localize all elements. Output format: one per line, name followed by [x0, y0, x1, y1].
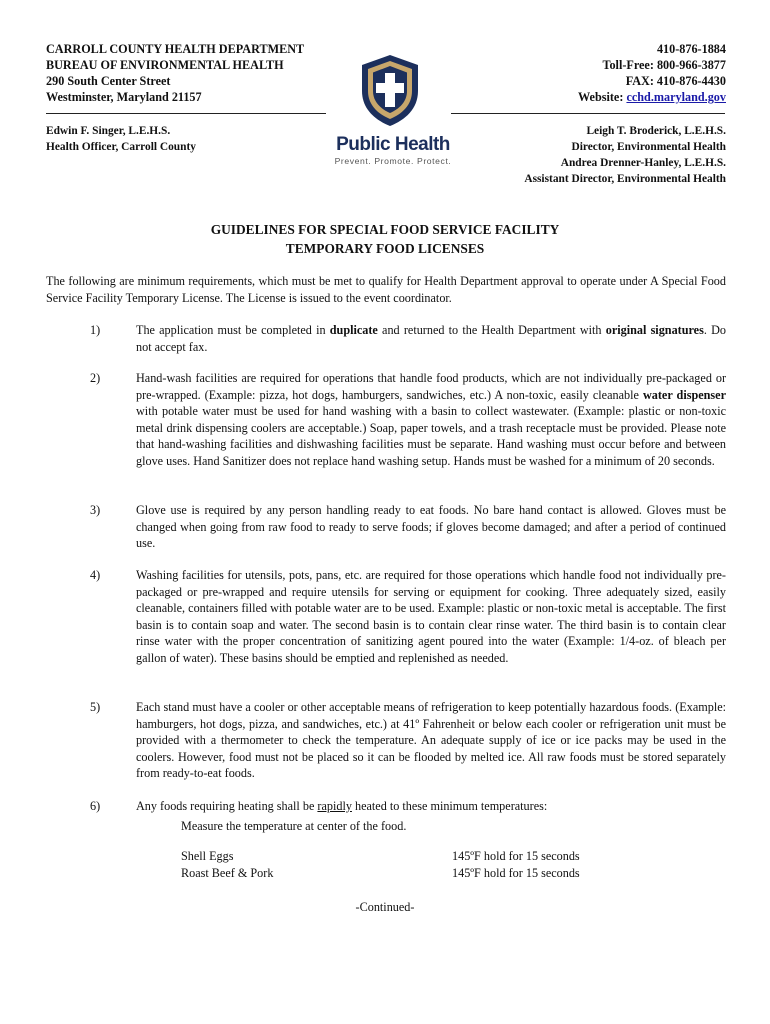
- item-text: Hand-wash facilities are required for operations that handle food products, which are not individually pre-packaged or pre-wrapped. (Example: pizza, hot dogs, hamburgers, sandwiches, etc.) A non-toxic, easily cleanable water dispenser with potable water must be used for hand washing with a basin to collect wastewater. (Example: plastic or non-toxic metal drink dispensing coolers are acceptable.) Soap, paper towels, and a trash receptacle must be provided. Please note that hand-washing facilities and dishwashing facilities must be separate. Hand washing must occur before and between glove uses. Hand Sanitizer does not replace hand washing setup. Hands must be washed for a minimum of 20 seconds.: [136, 371, 726, 468]
- item-number: 3): [90, 503, 101, 517]
- assistant-director-name: Andrea Drenner-Hanley, L.E.H.S.: [560, 157, 726, 169]
- guideline-item-4: [46, 567, 726, 666]
- public-health-logo: [332, 53, 454, 168]
- bureau-name: BUREAU OF ENVIRONMENTAL HEALTH: [46, 58, 284, 72]
- street-address: 290 South Center Street: [46, 74, 171, 88]
- department-address-block: [46, 41, 304, 105]
- continued-marker: -Continued-: [355, 900, 415, 914]
- emphasis-water-dispenser: water dispenser: [642, 387, 726, 402]
- item-number: 1): [90, 323, 101, 337]
- item-text: The application must be completed in duplicate and returned to the Health Department with original signatures. Do not accept fax.: [136, 323, 726, 354]
- guideline-item-6: [46, 798, 726, 815]
- guideline-item-5: [46, 699, 726, 782]
- measurement-note: Measure the temperature at center of the food.: [181, 819, 407, 833]
- director-name: Leigh T. Broderick, L.E.H.S.: [586, 125, 726, 137]
- emphasis-original-signatures: original signatures: [605, 323, 704, 337]
- item-number: 4): [90, 568, 101, 582]
- header-divider-left: [46, 113, 326, 114]
- item-number: 2): [90, 371, 101, 385]
- director-block: [524, 123, 726, 187]
- city-state-zip: Westminster, Maryland 21157: [46, 90, 202, 104]
- item-text: Glove use is required by any person handling ready to eat foods. No bare hand contact is allowed. Gloves must be changed when going from raw food to ready to serve foods; if gloves become damaged; and after a period of continued use.: [136, 503, 726, 550]
- emphasis-duplicate: duplicate: [329, 323, 378, 337]
- health-officer-name: Edwin F. Singer, L.E.H.S.: [46, 125, 171, 137]
- health-officer-block: [46, 123, 196, 155]
- tollfree-number: Toll-Free: 800-966-3877: [602, 58, 726, 72]
- logo-title: Public Health: [336, 134, 450, 155]
- document-title-line2: TEMPORARY FOOD LICENSES: [285, 241, 485, 256]
- header-divider-right: [451, 113, 725, 114]
- guideline-item-1: [46, 322, 726, 355]
- phone-number: 410-876-1884: [656, 42, 726, 56]
- director-title: Director, Environmental Health: [571, 141, 726, 153]
- website-line: [578, 89, 726, 105]
- website-label: Website:: [578, 90, 627, 104]
- food-temperature: 145ºF hold for 15 seconds: [452, 849, 580, 863]
- item-text: Each stand must have a cooler or other acceptable means of refrigeration to keep potentially hazardous foods. (Example: hamburgers, hot dogs, pizza, and sandwiches, etc.) at 41º Fahrenheit or below each cooler or refrigeration unit must be provided with a thermometer to check the temperature. An adequate supply of ice or ice packs may be used in the coolers. However, food must not be placed so it can be flooded by melted ice. All raw foods must be stored separately from ready-to-eat foods.: [136, 700, 726, 780]
- item-text: Any foods requiring heating shall be rapidly heated to these minimum temperatures:: [136, 799, 548, 813]
- logo-tagline: Prevent. Promote. Protect.: [334, 156, 452, 166]
- food-name: Roast Beef & Pork: [181, 866, 274, 880]
- contact-block: [578, 41, 726, 105]
- emphasis-rapidly: rapidly: [317, 799, 352, 813]
- department-name: CARROLL COUNTY HEALTH DEPARTMENT: [46, 42, 305, 56]
- website-link[interactable]: cchd.maryland.gov: [626, 90, 726, 104]
- health-officer-title: Health Officer, Carroll County: [46, 141, 196, 153]
- fax-number: FAX: 410-876-4430: [625, 74, 726, 88]
- intro-paragraph: The following are minimum requirements, which must be met to qualify for Health Department approval to operate under A Special Food Service Facility Temporary License. The License is issued to the event coordinator.: [46, 274, 726, 305]
- assistant-director-title: Assistant Director, Environmental Health: [524, 173, 726, 185]
- food-name: Shell Eggs: [181, 849, 234, 863]
- shield-cross-icon: [359, 53, 421, 128]
- document-title-line1: GUIDELINES FOR SPECIAL FOOD SERVICE FACILITY: [210, 222, 560, 237]
- guideline-item-3: [46, 502, 726, 552]
- guideline-item-2: [46, 370, 726, 469]
- item-number: 5): [90, 700, 101, 714]
- item-number: 6): [90, 799, 101, 813]
- item-text: Washing facilities for utensils, pots, pans, etc. are required for those operations which handle food not individually pre-packaged or pre-wrapped and require utensils for serving or equipment for cooking. Three adequately sized, easily cleanable, containers filled with potable water are to be used. Example: plastic or non-toxic metal is acceptable. The first basin is to contain soap and water. The second basin is to contain clear rinse water. The third basin is to contain clear rinse water with the proper concentration of sanitizing agent poured into the water (Example: 1/4-oz. of bleach per gallon of water). These basins should be emptied and replenished as needed.: [136, 568, 726, 665]
- food-temperature: 145ºF hold for 15 seconds: [452, 866, 580, 880]
